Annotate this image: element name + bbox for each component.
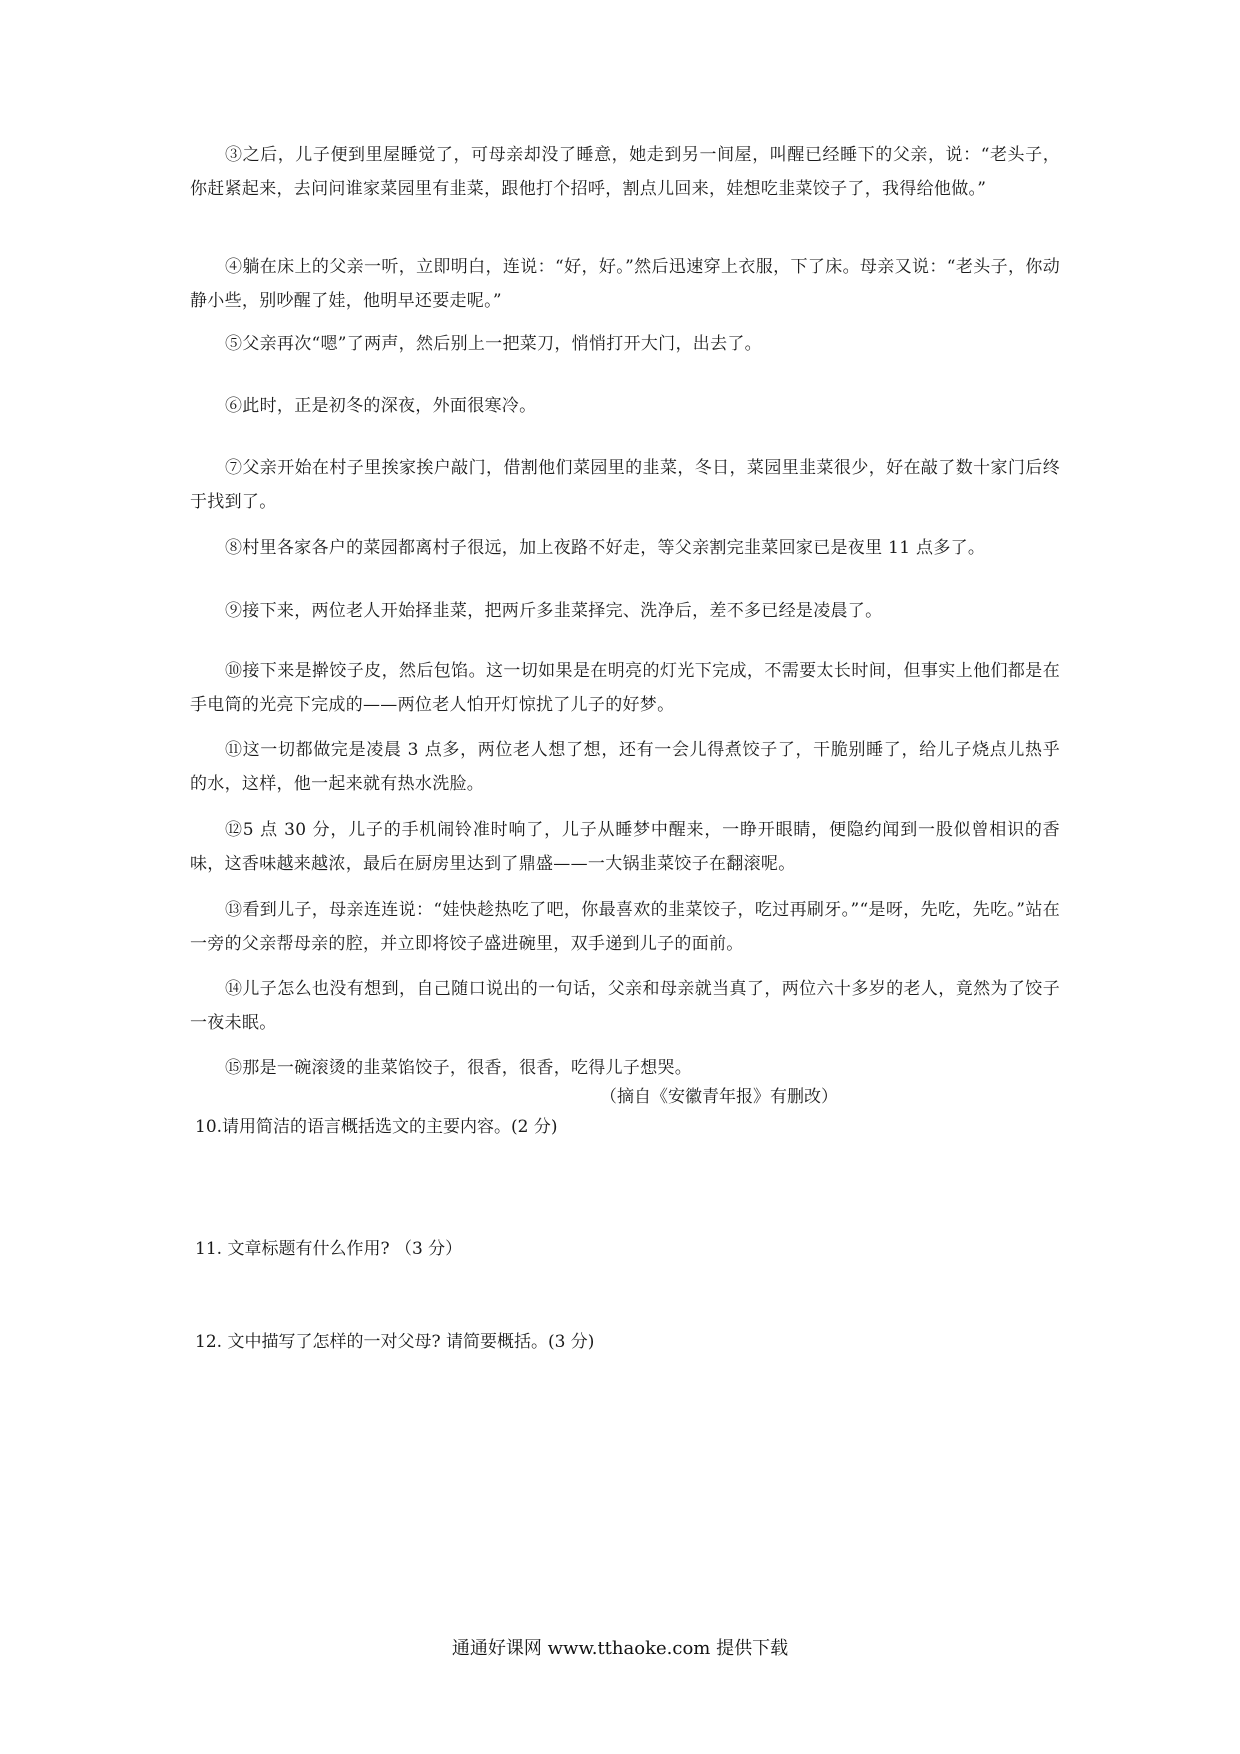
paragraph-13: ⑬看到儿子，母亲连连说：“娃快趁热吃了吧，你最喜欢的韭菜饺子，吃过再刷牙。”“是呀，先吃，先吃。”站在一旁的父亲帮母亲的腔，并立即将饺子盛进碗里，双手递到儿子的面前。 (190, 900, 1060, 954)
paragraph-6: ⑥此时，正是初冬的深夜，外面很寒冷。 (225, 396, 537, 416)
paragraph-5: ⑤父亲再次“嗯”了两声，然后别上一把菜刀，悄悄打开大门，出去了。 (225, 334, 762, 354)
paragraph-3: ③之后，儿子便到里屋睡觉了，可母亲却没了睡意，她走到另一间屋，叫醒已经睡下的父亲，说：“老头子，你赶紧起来，去问问谁家菜园里有韭菜，跟他打个招呼，割点儿回来，娃想吃韭菜饺子了，我得给他做。” (190, 145, 1060, 199)
paragraph-4: ④躺在床上的父亲一听，立即明白，连说：“好，好。”然后迅速穿上衣服，下了床。母亲又说：“老头子，你动静小些，别吵醒了娃，他明早还要走呢。” (190, 257, 1060, 311)
question-10: 10.请用简洁的语言概括选文的主要内容。(2 分) (195, 1117, 558, 1137)
source-citation: （摘自《安徽青年报》有删改） (600, 1087, 838, 1107)
paragraph-10: ⑩接下来是擀饺子皮，然后包馅。这一切如果是在明亮的灯光下完成，不需要太长时间，但事实上他们都是在手电筒的光亮下完成的——两位老人怕开灯惊扰了儿子的好梦。 (190, 661, 1060, 715)
question-11: 11. 文章标题有什么作用? （3 分） (195, 1239, 463, 1259)
question-12: 12. 文中描写了怎样的一对父母? 请简要概括。(3 分) (195, 1332, 595, 1352)
paragraph-9: ⑨接下来，两位老人开始择韭菜，把两斤多韭菜择完、洗净后，差不多已经是凌晨了。 (225, 601, 883, 621)
paragraph-11: ⑪这一切都做完是凌晨 3 点多，两位老人想了想，还有一会儿得煮饺子了，干脆别睡了，给儿子烧点儿热乎的水，这样，他一起来就有热水洗脸。 (190, 740, 1060, 794)
paragraph-7: ⑦父亲开始在村子里挨家挨户敲门，借割他们菜园里的韭菜，冬日，菜园里韭菜很少，好在敲了数十家门后终于找到了。 (190, 458, 1060, 512)
paragraph-15: ⑮那是一碗滚烫的韭菜馅饺子，很香，很香，吃得儿子想哭。 (225, 1058, 693, 1078)
download-footer: 通通好课网 www.tthaoke.com 提供下载 (451, 1638, 789, 1659)
paragraph-12: ⑫5 点 30 分，儿子的手机闹铃准时响了，儿子从睡梦中醒来，一睁开眼睛，便隐约闻到一股似曾相识的香味，这香味越来越浓，最后在厨房里达到了鼎盛——一大锅韭菜饺子在翻滚呢。 (190, 820, 1060, 874)
paragraph-8: ⑧村里各家各户的菜园都离村子很远，加上夜路不好走，等父亲割完韭菜回家已是夜里 11 点多了。 (225, 538, 986, 558)
paragraph-14: ⑭儿子怎么也没有想到，自己随口说出的一句话，父亲和母亲就当真了，两位六十多岁的老人，竟然为了饺子一夜未眠。 (190, 979, 1060, 1033)
